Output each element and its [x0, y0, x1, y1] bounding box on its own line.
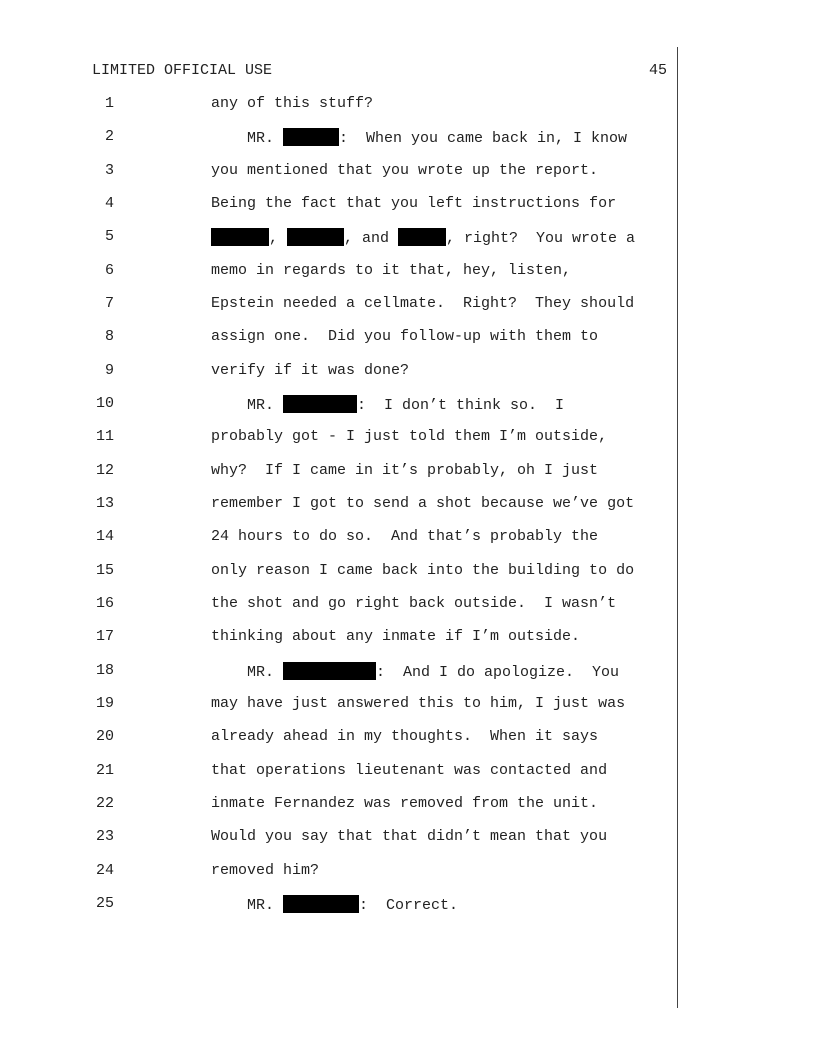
text-segment: MR. — [211, 897, 284, 914]
text-segment: only reason I came back into the building to do — [211, 562, 635, 579]
line-number: 6 — [104, 262, 114, 279]
line-text — [211, 162, 598, 180]
transcript-line-21 — [0, 762, 680, 795]
line-text — [211, 295, 634, 313]
line-text — [211, 528, 598, 546]
redaction-box — [211, 228, 269, 246]
text-segment: : Correct. — [359, 897, 459, 914]
transcript-line-23 — [0, 828, 680, 861]
line-text — [211, 828, 607, 846]
line-text — [211, 728, 598, 746]
text-segment: Being the fact that you left instructions for — [211, 195, 617, 212]
text-segment: may have just answered this to him, I just was — [211, 695, 626, 712]
redaction-box — [398, 228, 446, 246]
line-text — [211, 695, 625, 713]
redaction-box — [283, 662, 376, 680]
text-segment: MR. — [211, 664, 284, 681]
line-text — [211, 662, 619, 682]
transcript-line-15 — [0, 562, 680, 595]
line-text — [211, 862, 319, 880]
redaction-box — [287, 228, 344, 246]
line-number: 11 — [95, 428, 114, 445]
line-number: 22 — [95, 795, 114, 812]
text-segment: why? If I came in it’s probably, oh I just — [211, 462, 599, 479]
line-number: 5 — [104, 228, 114, 245]
transcript-line-14 — [0, 528, 680, 561]
line-text — [211, 628, 580, 646]
text-segment: any of this stuff? — [211, 95, 374, 112]
line-number: 16 — [95, 595, 114, 612]
line-number: 23 — [95, 828, 114, 845]
transcript-line-25 — [0, 895, 680, 928]
line-text — [211, 128, 627, 148]
line-number: 17 — [95, 628, 114, 645]
redaction-box — [283, 895, 359, 913]
text-segment: , — [269, 230, 288, 247]
page-number: 45 — [648, 62, 667, 79]
line-number: 15 — [95, 562, 114, 579]
text-segment: , and — [344, 230, 399, 247]
line-text — [211, 495, 634, 513]
line-text — [211, 95, 373, 113]
text-segment: : And I do apologize. You — [376, 664, 620, 681]
transcript-line-11 — [0, 428, 680, 461]
text-segment: Would you say that that didn’t mean that you — [211, 828, 608, 845]
line-text — [211, 762, 607, 780]
text-segment: , right? You wrote a — [446, 230, 636, 247]
transcript-line-20 — [0, 728, 680, 761]
transcript-line-6 — [0, 262, 680, 295]
transcript-line-24 — [0, 862, 680, 895]
line-text — [211, 428, 607, 446]
line-text — [211, 462, 598, 480]
line-text — [211, 895, 458, 915]
line-number: 25 — [95, 895, 114, 912]
text-segment: memo in regards to it that, hey, listen, — [211, 262, 572, 279]
line-text — [211, 228, 635, 248]
line-number: 2 — [104, 128, 114, 145]
transcript-line-5 — [0, 228, 680, 261]
text-segment: that operations lieutenant was contacted and — [211, 762, 608, 779]
line-number: 3 — [104, 162, 114, 179]
text-segment: inmate Fernandez was removed from the unit. — [211, 795, 599, 812]
line-number: 8 — [104, 328, 114, 345]
text-segment: : I don’t think so. I — [357, 397, 565, 414]
text-segment: removed him? — [211, 862, 320, 879]
text-segment: MR. — [211, 397, 284, 414]
text-segment: MR. — [211, 130, 284, 147]
transcript-line-3 — [0, 162, 680, 195]
line-number: 10 — [95, 395, 114, 412]
line-text — [211, 595, 616, 613]
line-number: 1 — [104, 95, 114, 112]
text-segment: Epstein needed a cellmate. Right? They should — [211, 295, 635, 312]
line-text — [211, 395, 564, 415]
transcript-line-1 — [0, 95, 680, 128]
transcript-line-4 — [0, 195, 680, 228]
line-text — [211, 362, 409, 380]
text-segment: you mentioned that you wrote up the report. — [211, 162, 599, 179]
text-segment: the shot and go right back outside. I wasn’t — [211, 595, 617, 612]
line-number: 18 — [95, 662, 114, 679]
redaction-box — [283, 128, 339, 146]
line-text — [211, 195, 616, 213]
transcript-line-8 — [0, 328, 680, 361]
line-number: 12 — [95, 462, 114, 479]
transcript-line-18 — [0, 662, 680, 695]
line-number: 7 — [104, 295, 114, 312]
transcript-line-7 — [0, 295, 680, 328]
line-number: 19 — [95, 695, 114, 712]
text-segment: thinking about any inmate if I’m outside. — [211, 628, 581, 645]
text-segment: : When you came back in, I know — [339, 130, 628, 147]
redaction-box — [283, 395, 357, 413]
line-number: 20 — [95, 728, 114, 745]
text-segment: probably got - I just told them I’m outside, — [211, 428, 608, 445]
text-segment: 24 hours to do so. And that’s probably the — [211, 528, 599, 545]
line-number: 13 — [95, 495, 114, 512]
transcript-line-16 — [0, 595, 680, 628]
transcript-line-10 — [0, 395, 680, 428]
text-segment: assign one. Did you follow-up with them to — [211, 328, 599, 345]
line-text — [211, 262, 571, 280]
transcript-line-12 — [0, 462, 680, 495]
transcript-line-22 — [0, 795, 680, 828]
transcript-line-13 — [0, 495, 680, 528]
line-number: 14 — [95, 528, 114, 545]
line-number: 21 — [95, 762, 114, 779]
line-text — [211, 562, 634, 580]
line-text — [211, 328, 598, 346]
transcript-line-19 — [0, 695, 680, 728]
line-text — [211, 795, 598, 813]
line-number: 9 — [104, 362, 114, 379]
line-number: 24 — [95, 862, 114, 879]
text-segment: verify if it was done? — [211, 362, 410, 379]
classification-header: LIMITED OFFICIAL USE — [92, 62, 273, 79]
transcript-line-9 — [0, 362, 680, 395]
transcript-line-17 — [0, 628, 680, 661]
text-segment: remember I got to send a shot because we’ve got — [211, 495, 635, 512]
text-segment: already ahead in my thoughts. When it says — [211, 728, 599, 745]
line-number: 4 — [104, 195, 114, 212]
transcript-line-2 — [0, 128, 680, 161]
